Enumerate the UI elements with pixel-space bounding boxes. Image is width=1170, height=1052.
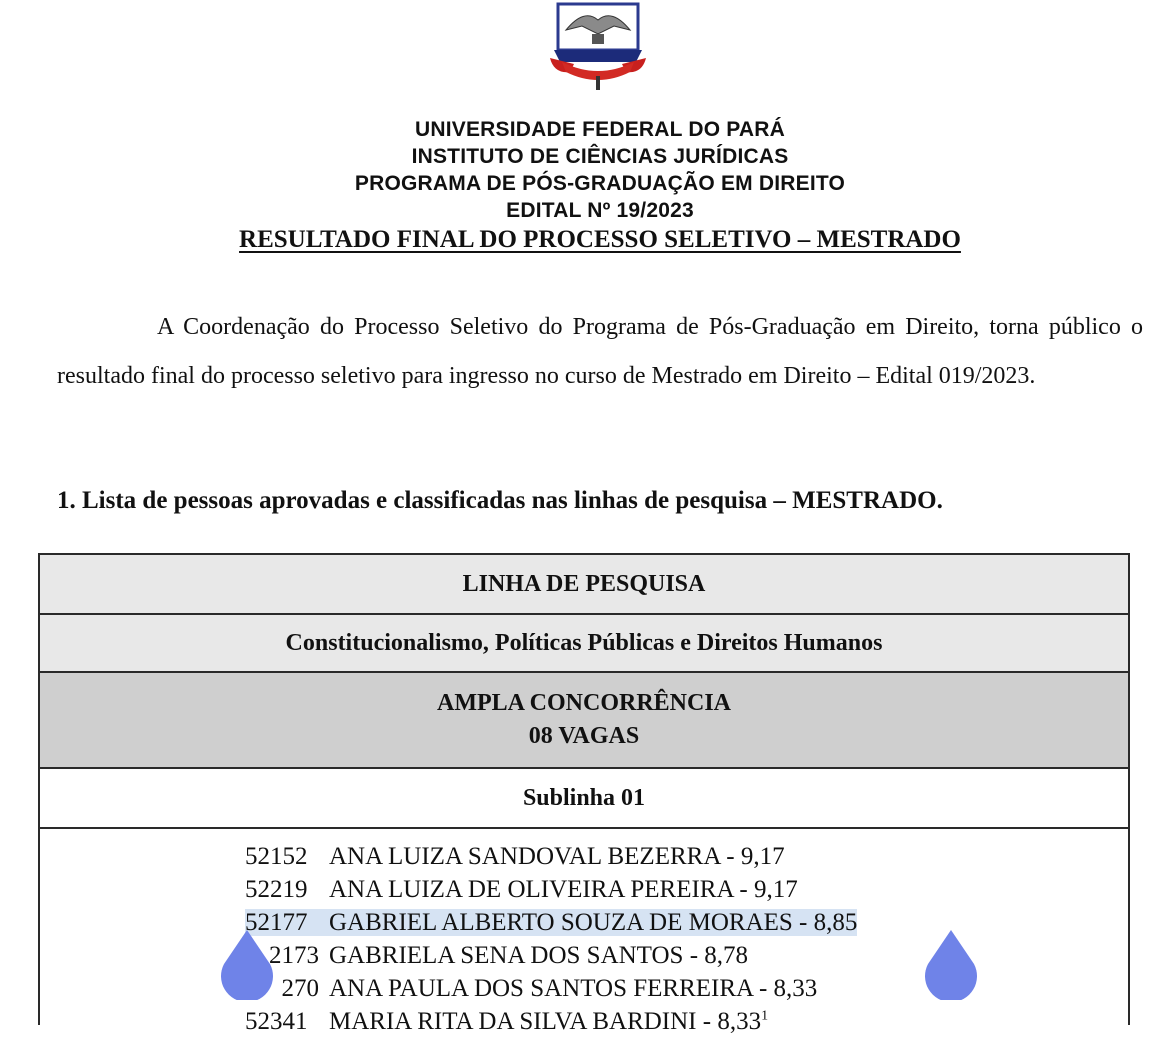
candidate-name-score: GABRIELA SENA DOS SANTOS - 8,78 xyxy=(329,942,749,969)
list-item xyxy=(245,1005,857,1038)
footnote-marker: 1 xyxy=(761,1008,769,1024)
candidate-name-score: ANA LUIZA SANDOVAL BEZERRA - 9,17 xyxy=(329,843,785,870)
table-header xyxy=(40,555,1128,615)
candidate-code: 270 xyxy=(281,975,319,1002)
edital-number: EDITAL Nº 19/2023 xyxy=(506,199,694,222)
vagas-label: 08 VAGAS xyxy=(528,723,640,749)
category-row xyxy=(40,673,1128,769)
selection-handle-right[interactable] xyxy=(920,928,982,1000)
candidate-name-score: ANA PAULA DOS SANTOS FERREIRA - 8,33 xyxy=(329,975,818,1002)
university-crest-logo xyxy=(544,0,652,92)
candidate-code: 2173 xyxy=(269,942,319,969)
list-item xyxy=(245,906,857,939)
candidate-list xyxy=(245,840,857,1038)
program-name: PROGRAMA DE PÓS-GRADUAÇÃO EM DIREITO xyxy=(354,172,846,195)
institute-name: INSTITUTO DE CIÊNCIAS JURÍDICAS xyxy=(411,145,789,168)
candidate-code: 52341 xyxy=(245,1008,308,1035)
highlighted-entry xyxy=(245,909,857,936)
candidate-code: 52177 xyxy=(245,909,308,936)
sublinha-label: Sublinha 01 xyxy=(522,784,646,811)
sublinha-row xyxy=(40,769,1128,829)
list-item xyxy=(245,972,857,1005)
section-title: 1. Lista de pessoas aprovadas e classificadas nas linhas de pesquisa – MESTRADO. xyxy=(57,487,943,514)
list-item xyxy=(245,840,857,873)
university-name: UNIVERSIDADE FEDERAL DO PARÁ xyxy=(414,118,786,141)
candidate-code: 52219 xyxy=(245,876,308,903)
candidate-name-score: ANA LUIZA DE OLIVEIRA PEREIRA - 9,17 xyxy=(329,876,798,903)
list-item xyxy=(245,873,857,906)
research-line-row xyxy=(40,615,1128,673)
table-header-label: LINHA DE PESQUISA xyxy=(462,570,706,597)
intro-text: A Coordenação do Processo Seletivo do Programa de Pós-Graduação em Direito, torna público o resultado final do processo seletivo para ingresso no curso de Mestrado em Direito – Edital 019/2023. xyxy=(57,314,1143,389)
list-item xyxy=(245,939,857,972)
category-label: AMPLA CONCORRÊNCIA xyxy=(437,690,731,716)
document-title: RESULTADO FINAL DO PROCESSO SELETIVO – MESTRADO xyxy=(239,226,961,253)
candidate-code: 52152 xyxy=(245,843,308,870)
intro-paragraph xyxy=(57,303,1143,401)
candidate-name-score: MARIA RITA DA SILVA BARDINI - 8,33 xyxy=(329,1008,762,1035)
candidate-name-score: GABRIEL ALBERTO SOUZA DE MORAES - 8,85 xyxy=(329,909,858,936)
selection-handle-left[interactable] xyxy=(216,928,278,1000)
research-line-label: Constitucionalismo, Políticas Públicas e Direitos Humanos xyxy=(285,629,883,656)
